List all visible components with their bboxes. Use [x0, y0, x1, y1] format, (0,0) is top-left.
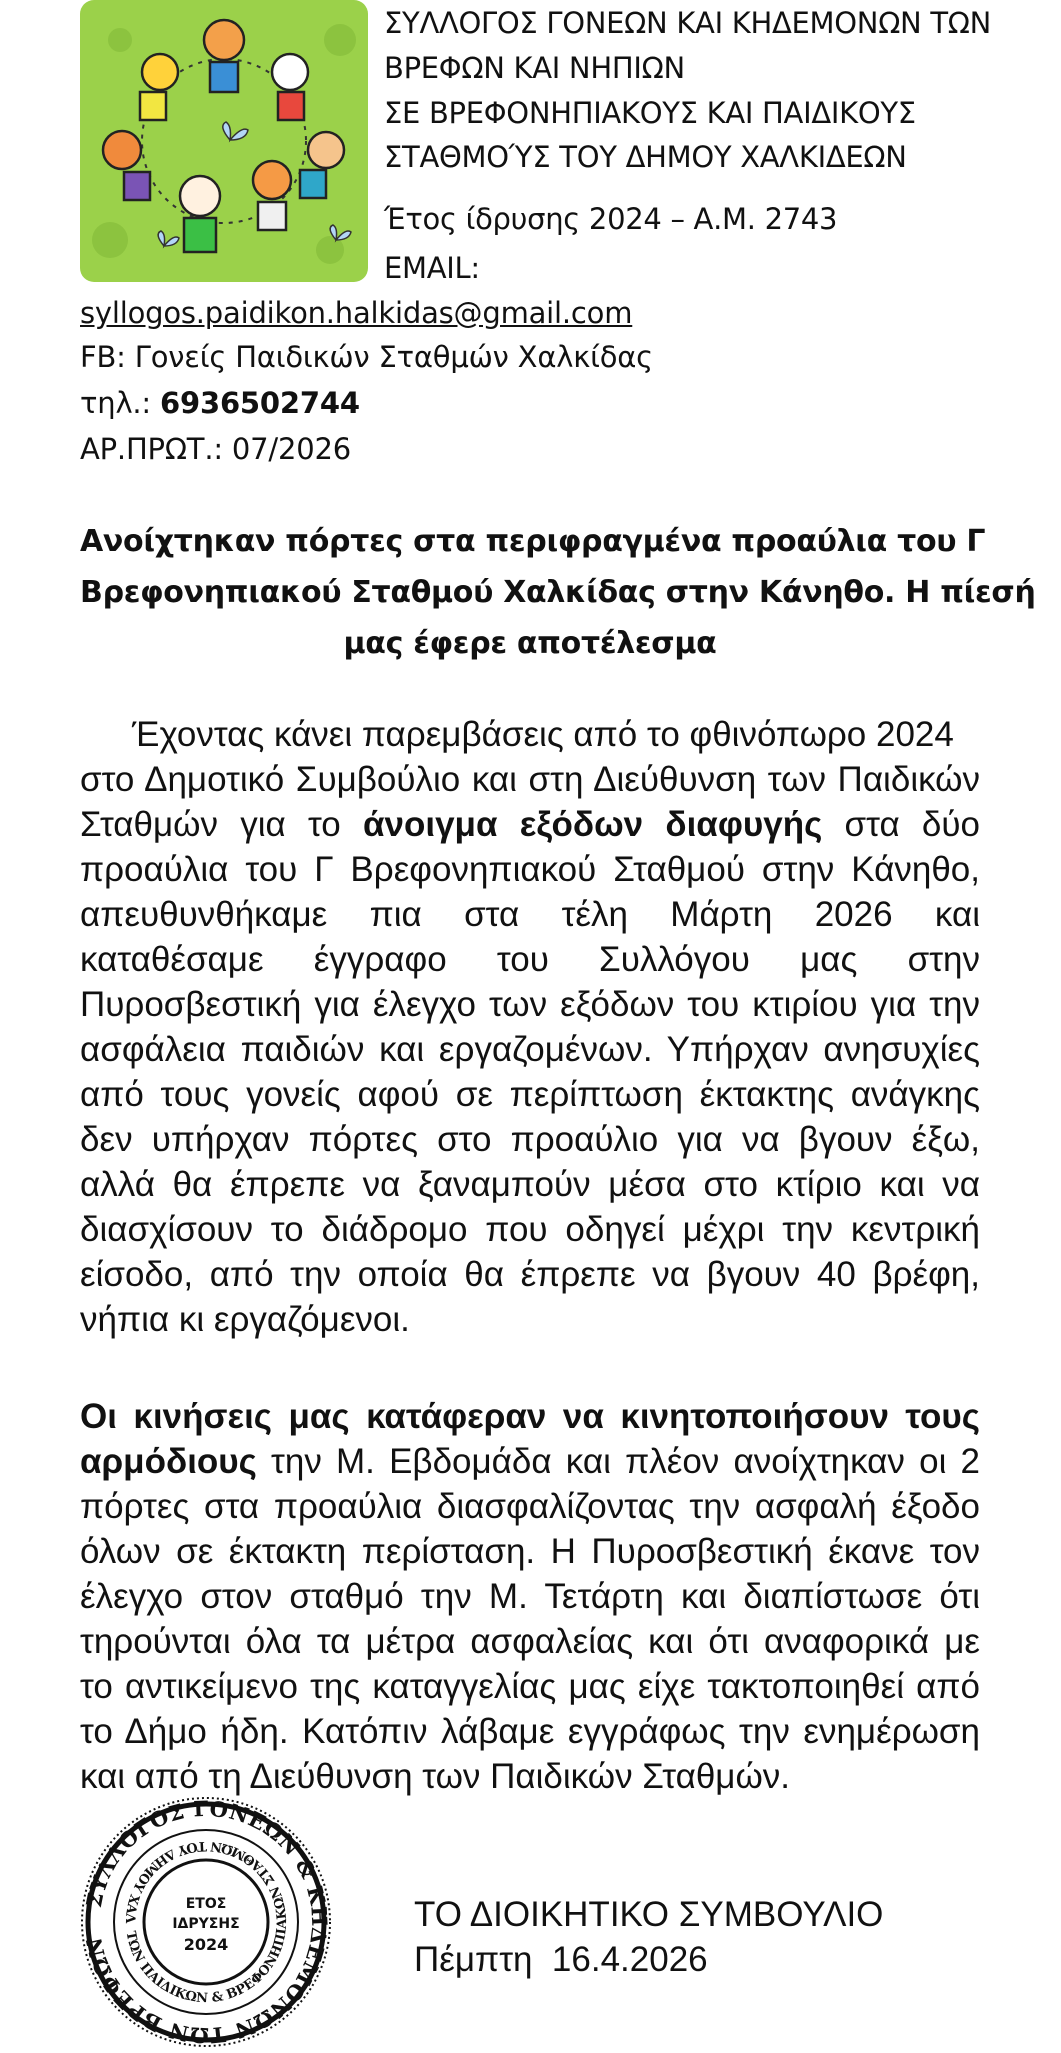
org-name-line-4: ΣΤΑΘΜΟΎΣ ΤΟΥ ΔΗΜΟΥ ΧΑΛΚΙΔΕΩΝ [384, 140, 907, 174]
p1-line: Πυροσβεστική για έλεγχο των εξόδων του κτιρίου για την [80, 985, 980, 1024]
board-signature: ΤΟ ΔΙΟΙΚΗΤΙΚΟ ΣΥΜΒΟΥΛΙΟ [414, 1895, 884, 1934]
p1-line: στο Δημοτικό Συμβούλιο και στη Διεύθυνση των Παιδικών [80, 760, 980, 799]
stamp-center-1: ΕΤΟΣ [185, 1896, 227, 1912]
org-name-line-1: ΣΥΛΛΟΓΟΣ ΓΟΝΕΩΝ ΚΑΙ ΚΗΔΕΜΟΝΩΝ ΤΩΝ [384, 6, 992, 40]
email-label: EMAIL: [384, 251, 480, 285]
facebook-line: FB: Γονείς Παιδικών Σταθμών Χαλκίδας [80, 340, 653, 374]
p2-line: πόρτες στα προαύλια διασφαλίζοντας την ασφαλή έξοδο [80, 1487, 980, 1526]
p1-line: είσοδο, από την οποία θα έπρεπε να βγουν 40 βρέφη, [80, 1255, 980, 1294]
p2-line: όλων σε έκτακτη περίσταση. Η Πυροσβεστική έκανε τον [80, 1532, 980, 1571]
phone-number: 6936502744 [160, 386, 360, 420]
p1-line: ασφάλεια παιδιών και εργαζομένων. Υπήρχαν ανησυχίες [80, 1030, 980, 1069]
p1-line: απευθυνθήκαμε πια στα τέλη Μάρτη 2026 και [80, 895, 980, 934]
p1-line: από τους γονείς αφού σε περίπτωση έκτακτης ανάγκης [80, 1075, 980, 1114]
org-name-line-2: ΒΡΕΦΩΝ ΚΑΙ ΝΗΠΙΩΝ [384, 51, 685, 85]
protocol-number: ΑΡ.ΠΡΩΤ.: 07/2026 [80, 432, 351, 466]
official-stamp [80, 1796, 332, 2048]
signature-block [414, 1892, 883, 1982]
email-link[interactable]: syllogos.paidikon.halkidas@gmail.com [80, 296, 633, 330]
title-line-1: Ανοίχτηκαν πόρτες στα περιφραγμένα προαύλια του Γ [80, 524, 986, 559]
p1-line: Σταθμών για το άνοιγμα εξόδων διαφυγής στα δύο [80, 805, 981, 844]
founded-line: Έτος ίδρυσης 2024 – Α.Μ. 2743 [384, 202, 838, 236]
stamp-inner-text: ΤΩΝ ΠΑΙΔΙΚΩΝ & ΒΡΕΦΟΝΗΠΙΑΚΩΝ ΣΤΑΘΜΩΝ ΤΟΥ ΔΗΜΟΥ ΧΑΛ [121, 1837, 291, 2007]
logo [80, 0, 368, 282]
document-date: Πέμπτη 16.4.2026 [414, 1940, 708, 1979]
phone-label: τηλ.: [80, 386, 161, 420]
email-row [80, 290, 980, 336]
emphasis-actions: Οι κινήσεις μας κατάφεραν να κινητοποιήσουν τους [80, 1397, 980, 1436]
p1-line: καταθέσαμε έγγραφο του Συλλόγου μας στην [80, 940, 980, 979]
p2-line: το Δήμο ήδη. Κατόπιν λάβαμε εγγράφως την ενημέρωση [80, 1712, 980, 1751]
p1-line: δεν υπήρχαν πόρτες στο προαύλιο για να βγουν έξω, [80, 1120, 980, 1159]
p2-line: αρμόδιους την Μ. Εβδομάδα και πλέον ανοίχτηκαν οι 2 [80, 1442, 980, 1481]
org-name-line-3: ΣΕ ΒΡΕΦΟΝΗΠΙΑΚΟΥΣ ΚΑΙ ΠΑΙΔΙΚΟΥΣ [384, 96, 916, 130]
phone-line [80, 380, 980, 426]
p1-line: νήπια κι εργαζόμενοι. [80, 1300, 410, 1339]
p1-line: Έχοντας κάνει παρεμβάσεις από το φθινόπωρο 2024 [132, 715, 954, 754]
emphasis-authorities: αρμόδιους [80, 1442, 257, 1481]
p2-line: και από τη Διεύθυνση των Παιδικών Σταθμών. [80, 1757, 791, 1796]
body-paragraph-1 [80, 712, 980, 1342]
stamp-center-2: ΙΔΡΥΣΗΣ [172, 1916, 240, 1932]
emphasis-escape-exits: άνοιγμα εξόδων διαφυγής [363, 805, 823, 844]
p2-line: έλεγχο στον σταθμό την Μ. Τετάρτη και διαπίστωσε ότι [80, 1577, 980, 1616]
title-line-3: μας έφερε αποτέλεσμα [343, 626, 717, 661]
stamp-center-3: 2024 [183, 1935, 229, 1954]
body-paragraph-2 [80, 1394, 980, 1799]
title-line-2: Βρεφονηπιακού Σταθμού Χαλκίδας στην Κάνηθο. Η πίεσή [80, 575, 1036, 610]
p2-line: το αντικείμενο της καταγγελίας μας είχε τακτοποιηθεί από [80, 1667, 980, 1706]
stamp-outer-text: ΣΥΛΛΟΓΟΣ ΓΟΝΕΩΝ & ΚΗΔΕΜΟΝΩΝ ΤΩΝ ΒΡΕΦΩΝ [80, 1796, 332, 2048]
p1-line: αλλά θα έπρεπε να ξαναμπούν μέσα στο κτίριο και να [80, 1165, 980, 1204]
announcement-title [80, 516, 1036, 669]
p2-line [80, 1394, 980, 1439]
p1-line: προαύλια του Γ Βρεφονηπιακού Σταθμού στην Κάνηθο, [80, 850, 980, 889]
p2-line: τηρούνται όλα τα μέτρα ασφαλείας και ότι αναφορικά με [80, 1622, 980, 1661]
p1-line: διασχίσουν το διάδρομο που οδηγεί μέχρι την κεντρική [80, 1210, 980, 1249]
